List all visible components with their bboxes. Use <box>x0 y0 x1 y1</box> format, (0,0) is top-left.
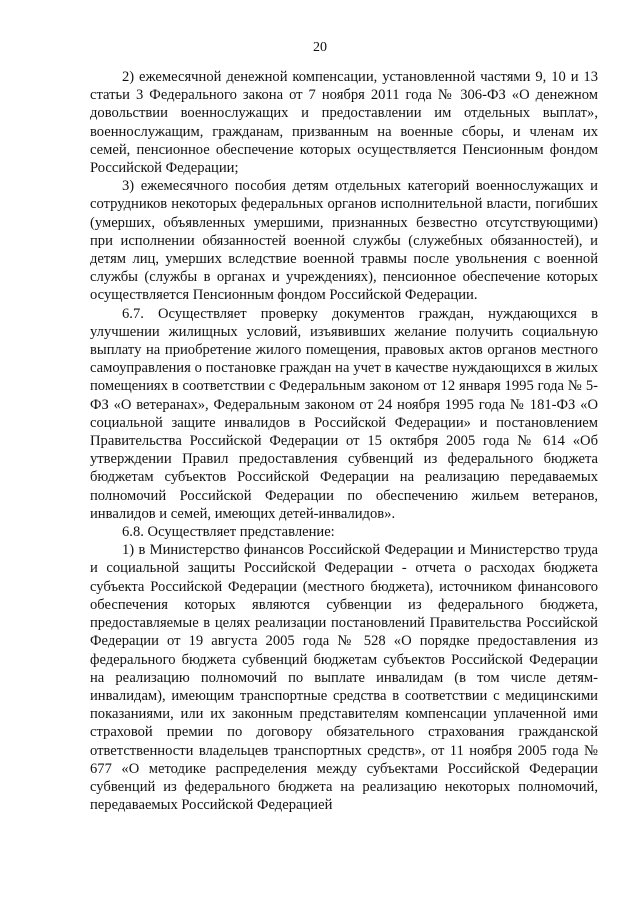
paragraph-monetary-compensation: 2) ежемесячной денежной компенсации, установленной частями 9, 10 и 13 статьи 3 Федерального закона от 7 ноября 2011 года № 306-ФЗ «О денежном довольствии военнослужащих и предоставлении им отдельных выплат», военнослужащим, гражданам, призванным на военные сборы, и членам их семей, пенсионное обеспечение которых осуществляется Пенсионным фондом Российской Федерации; <box>90 69 598 177</box>
page-number: 20 <box>313 40 327 55</box>
document-body <box>90 68 598 814</box>
paragraph-6-8-item-1: 1) в Министерство финансов Российской Федерации и Министерство труда и социальной защиты Российской Федерации - отчета о расходах бюджета субъекта Российской Федерации (местного бюджета), источником финансового обеспечения которых являются субвенции из федерального бюджета, предоставляемые в целях реализации постановлений Правительства Российской Федерации от 19 августа 2005 года № 528 «О порядке предоставления из федерального бюджета субвенций бюджетам субъектов Российской Федерации на реализацию полномочий по выплате инвалидам (в том числе детям-инвалидам), имеющим транспортные средства в соответствии с медицинскими показаниями, или их законным представителям компенсации уплаченной ими страховой премии по договору обязательного страхования гражданской ответственности владельцев транспортных средств», от 11 ноября 2005 года № 677 «О методике распределения между субъектами Российской Федерации субвенций из федерального бюджета на реализацию некоторых полномочий, передаваемых Российской Федерацией <box>90 542 598 814</box>
paragraph-6-8-heading: 6.8. Осуществляет представление: <box>122 524 335 541</box>
paragraph-6-7-document-check: 6.7. Осуществляет проверку документов граждан, нуждающихся в улучшении жилищных условий, изъявивших желание получить социальную выплату на приобретение жилого помещения, правовых актов органов местного самоуправления о постановке граждан на учет в качестве нуждающихся в жилых помещениях в соответствии с Федеральным законом от 12 января 1995 года № 5-ФЗ «О ветеранах», Федеральным законом от 24 ноября 1995 года № 181-ФЗ «О социальной защите инвалидов в Российской Федерации» и постановлением Правительства Российской Федерации от 15 октября 2005 года № 614 «Об утверждении Правил предоставления субвенций из федерального бюджета бюджетам субъектов Российской Федерации на реализацию передаваемых полномочий Российской Федерации по обеспечению жильем ветеранов, инвалидов и семей, имеющих детей-инвалидов». <box>90 305 598 522</box>
paragraph-monthly-allowance: 3) ежемесячного пособия детям отдельных категорий военнослужащих и сотрудников некоторых федеральных органов исполнительной власти, погибших (умерших, объявленных умершими, признанных безвестно отсутствующими) при исполнении обязанностей военной службы (служебных обязанностей), и детям лиц, умерших вследствие военной травмы после увольнения с военной службы (службы в органах и учреждениях), пенсионное обеспечение которых осуществляется Пенсионным фондом Российской Федерации. <box>90 178 598 304</box>
